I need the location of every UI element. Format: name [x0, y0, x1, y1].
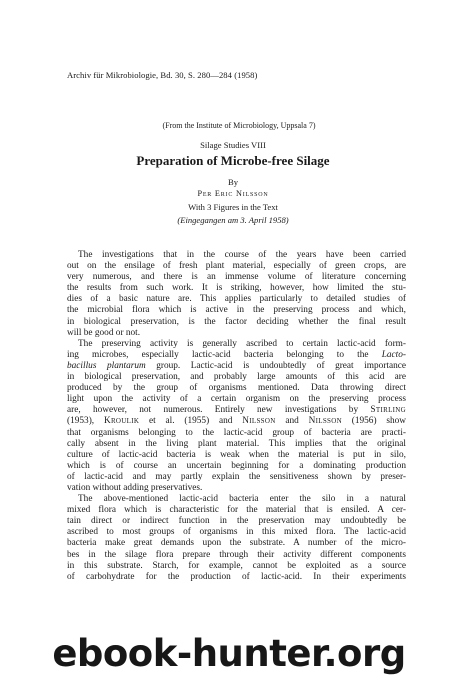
cited-author: Nilsson — [242, 416, 276, 427]
text-line: light upon the activity of a certain organism on the preserving process — [67, 394, 406, 405]
text-line: culture of lactic-acid bacteria is weak when the material is put in silo, — [67, 449, 406, 460]
text-line: bacteria make great demands upon the substrate. A number of the micro- — [67, 538, 406, 549]
institute-note: (From the Institute of Microbiology, Uppsala 7) — [162, 121, 316, 130]
text-line: The above-mentioned lactic-acid bacteria enter the silo in a natural — [78, 494, 406, 505]
cited-author: Nilsson — [308, 416, 342, 427]
text-line: that organisms belonging to the lactic-acid group of bacteria are practi- — [67, 427, 406, 438]
text-line: the microbial flora which is active in the preserving process and which, — [67, 305, 406, 316]
text-line: are, however, not numerous. Entirely new investigations by Stirling — [67, 405, 406, 416]
cited-author: Stirling — [370, 405, 406, 416]
figures-note: With 3 Figures in the Text — [188, 202, 278, 212]
text-line: in biological preservation, and probably large amounts of this acid are — [67, 372, 406, 383]
text-line: produced by the group of organisms mentioned. Data throwing direct — [67, 383, 406, 394]
text-line: cally absent in the living plant material. This implies that the original — [67, 438, 406, 449]
paragraph-2 — [67, 339, 406, 494]
text-line: which is of course an uncertain beginning for a dominating production — [67, 460, 406, 471]
byline: By — [227, 177, 239, 187]
paragraph-3 — [67, 494, 406, 583]
article-title: Preparation of Microbe-free Silage — [136, 153, 330, 168]
text-line: ing microbes, especially lactic-acid bacteria belonging to the Lacto- — [67, 349, 406, 360]
text-line: in biological preservation, is the factor deciding whether the final result — [67, 316, 406, 327]
paragraph-1 — [67, 250, 406, 339]
journal-citation: Archiv für Mikrobiologie, Bd. 30, S. 280—284 (1958) — [67, 70, 258, 80]
text-line: very numerous, and there is an immense volume of literature concerning — [67, 272, 406, 283]
text-line: out on the ensilage of fresh plant material, especially of green crops, are — [67, 261, 406, 272]
text-line: The investigations that in the course of the years have been carried — [78, 250, 406, 260]
watermark-text: ebook-hunter.org — [52, 632, 406, 675]
text-line: vation without adding preservatives. — [67, 482, 203, 493]
received-date: (Eingegangen am 3. April 1958) — [177, 215, 289, 225]
species-name: bacillus plantarum — [67, 360, 146, 371]
article-body — [67, 250, 406, 583]
article-header — [0, 121, 458, 225]
text-line: bacillus plantarum group. Lactic-acid is undoubtedly of great importance — [67, 360, 406, 371]
text-line: (1953), Kroulik et al. (1955) and Nilsson and Nilsson (1956) show — [67, 416, 406, 427]
text-line: dies of a basic nature are. This applies particularly to detailed studies of — [67, 294, 406, 305]
text-line: tain direct or indirect function in the preservation may undoubtedly be — [67, 516, 406, 527]
text-line: mixed flora which is characteristic for the material that is ensiled. A cer- — [67, 505, 406, 516]
text-line: will be good or not. — [67, 327, 141, 338]
series-title: Silage Studies VIII — [200, 140, 266, 150]
text-line: The preserving activity is generally ascribed to certain lactic-acid form- — [78, 338, 406, 349]
text-line: ascribed to most groups of organisms in this mixed flora. The lactic-acid — [67, 527, 406, 538]
cited-author: Kroulik — [103, 416, 140, 427]
text-line: in this substrate. Starch, for example, cannot be exploited as a source — [67, 560, 406, 571]
text-line: of lactic-acid and may partly explain the sensitiveness shown by preser- — [67, 471, 406, 482]
text-line: bes in the silage flora prepare through their activity different components — [67, 549, 406, 560]
author-name: Per Eric Nilsson — [197, 189, 269, 198]
species-name: Lacto- — [381, 349, 406, 360]
text-line: of carbohydrate for the production of lactic-acid. In their experiments — [67, 571, 406, 582]
text-line: the results from such work. It is striking, however, how limited the stu- — [67, 283, 406, 294]
